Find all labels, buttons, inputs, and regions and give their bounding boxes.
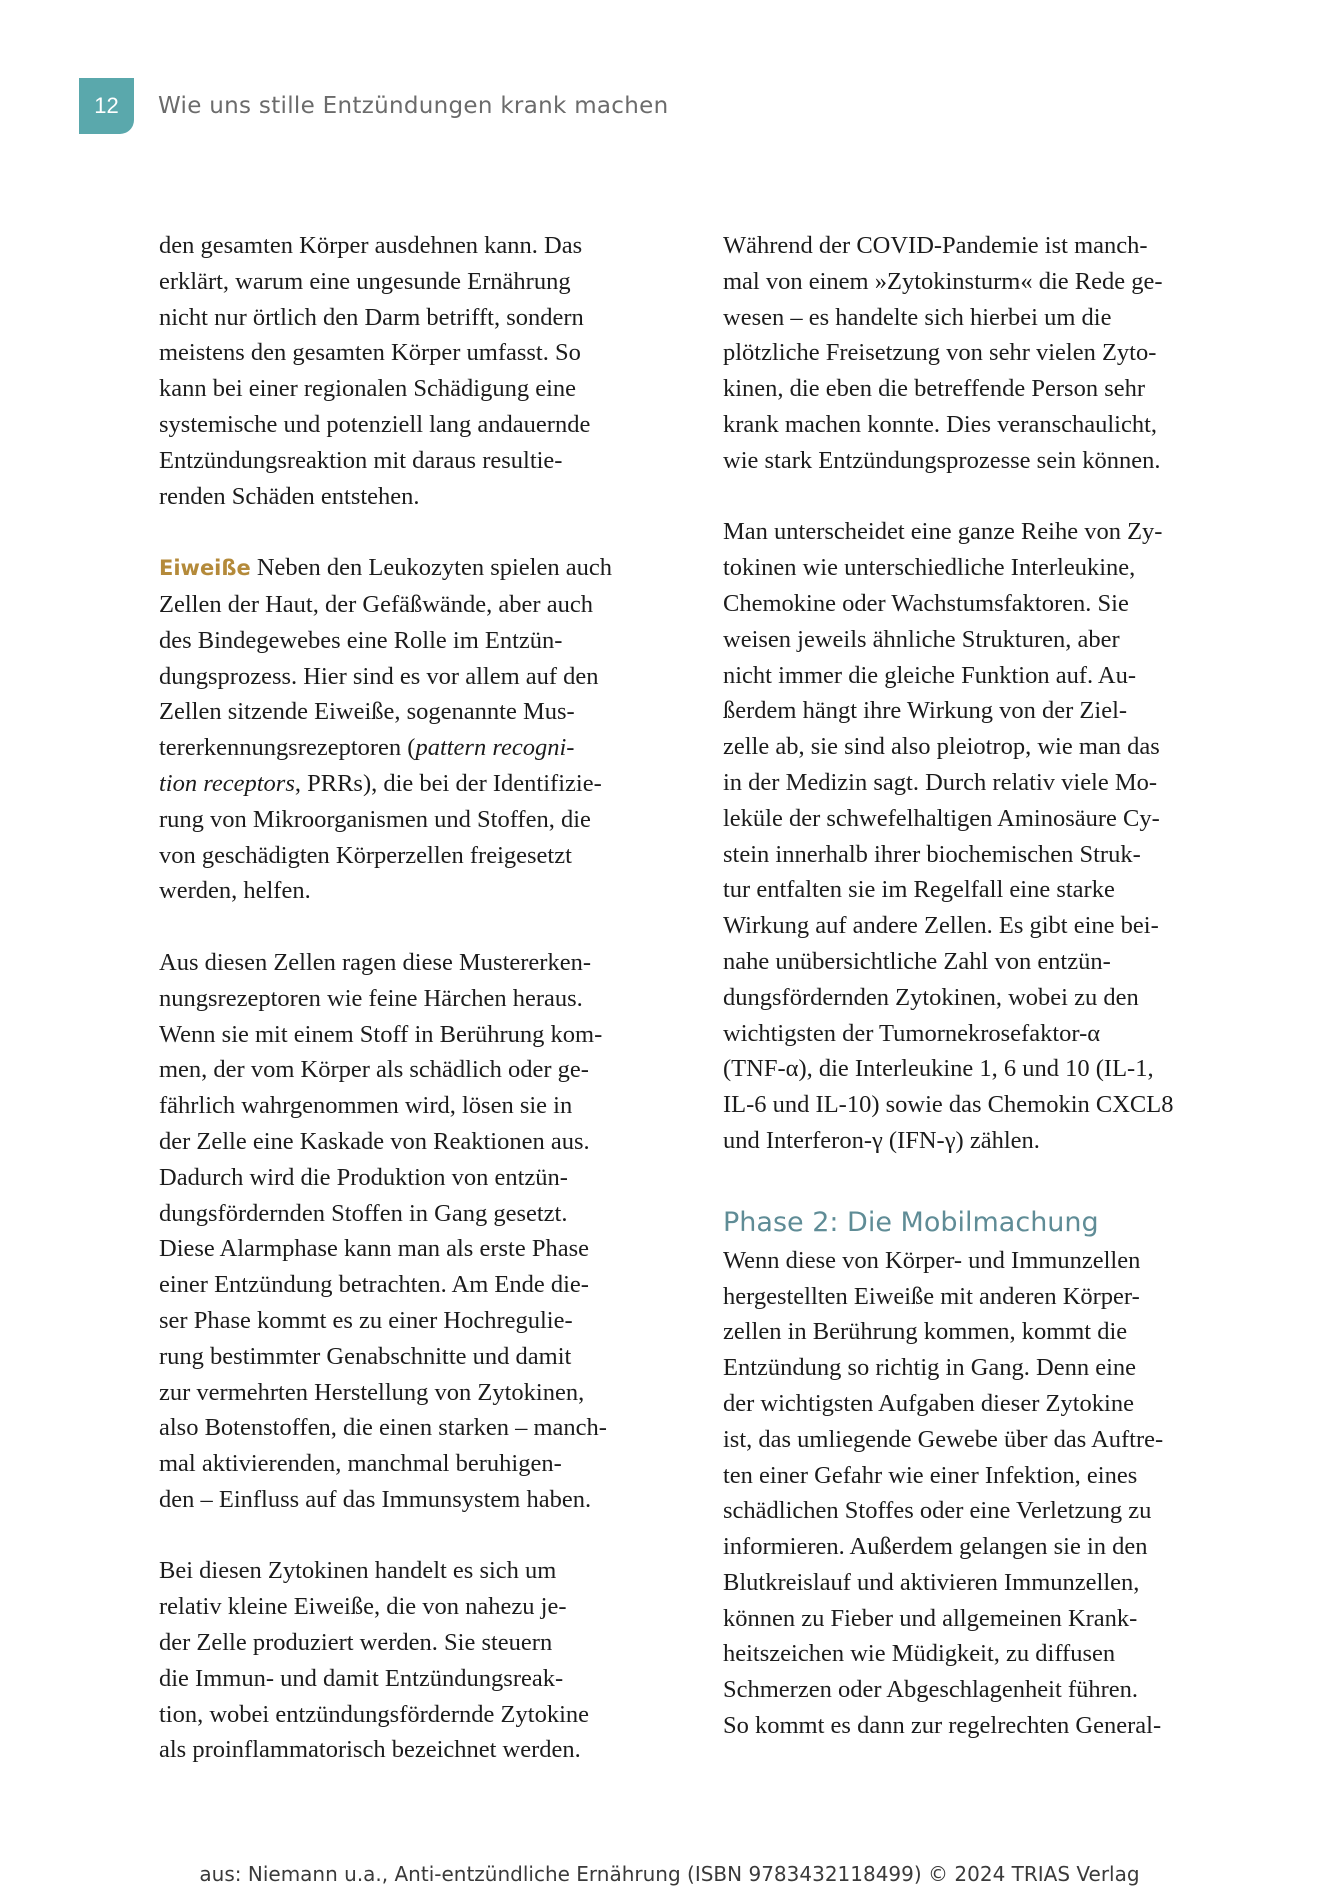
lead-word: Eiweiße: [159, 556, 251, 581]
paragraph: Man unterscheidet eine ganze Reihe von Zy- tokinen wie unterschiedliche Interleukine, Chemokine oder Wachstumsfaktoren. Sie weisen jeweils ähnliche Strukturen, aber nicht immer die gleiche Funktion auf. Au- ßerdem hängt ihre Wirkung von der Ziel- zelle ab, sie sind also pleiotrop, wie man das in der Medizin sagt. Durch relativ viele Mo- leküle der schwefelhaltigen Aminosäure Cy- stein innerhalb ihrer biochemischen Struk- tur entfalten sie im Regelfall eine starke Wirkung auf andere Zellen. Es gibt eine bei- nahe unübersichtliche Zahl von entzün- dungsfördernden Zytokinen, wobei zu den wichtigsten der Tumornekrosefaktor-α (TNF-α), die Interleukine 1, 6 und 10 (IL-1, IL-6 und IL-10) sowie das Chemokin CXCL8 und Interferon-γ (IFN-γ) zählen.: [723, 518, 1174, 1154]
paragraph: den gesamten Körper ausdehnen kann. Das erklärt, warum eine ungesunde Ernährung nicht nur örtlich den Darm betrifft, sondern meistens den gesamten Körper umfasst. So kann bei einer regionalen Schädigung eine systemische und potenziell lang andauernde Entzündungsreaktion mit daraus resultie- renden Schäden entstehen.: [159, 232, 591, 510]
left-column: [159, 228, 671, 1768]
italic-term: pattern recogni- tion receptors: [159, 734, 575, 797]
section-heading: Phase 2: Die Mobilmachung: [723, 1206, 1099, 1238]
paragraph: Bei diesen Zytokinen handelt es sich um relativ kleine Eiweiße, die von nahezu je- der Zelle produziert werden. Sie steuern die Immun- und damit Entzündungsreak- tion, wobei entzündungsfördernde Zytokine als proinflammatorisch bezeichnet werden.: [159, 1557, 590, 1764]
right-column: [723, 228, 1235, 1744]
paragraph: Während der COVID-Pandemie ist manch- mal von einem »Zytokinsturm« die Rede ge- wesen – es handelte sich hierbei um die plötzliche Freisetzung von sehr vielen Zyto- kinen, die eben die betreffende Person sehr krank machen konnte. Dies veranschaulicht, wie stark Entzündungsprozesse sein können.: [723, 232, 1163, 474]
paragraph: Wenn diese von Körper- und Immunzellen hergestellten Eiweiße mit anderen Körper- zellen in Berührung kommen, kommt die Entzündung so richtig in Gang. Denn eine der wichtigsten Aufgaben dieser Zytokine ist, das umliegende Gewebe über das Auftre- ten einer Gefahr wie einer Infektion, eines schädlichen Stoffes oder eine Verletzung zu informieren. Außerdem gelangen sie in den Blutkreislauf und aktivieren Immunzellen, können zu Fieber und allgemeinen Krank- heitszeichen wie Müdigkeit, zu diffusen Schmerzen oder Abgeschlagenheit führen. So kommt es dann zur regelrechten General-: [723, 1246, 1164, 1740]
page-header: [79, 78, 668, 134]
paragraph-text: Neben den Leukozyten spielen auch Zellen der Haut, der Gefäßwände, aber auch des Bindegewebes eine Rolle im Entzün- dungsprozess. Hier sind es vor allem auf den Zellen sitzende Eiweiße, sogenannte Mus- tererkennungsrezeptoren (: [159, 554, 612, 762]
paragraph-text: , PRRs), die bei der Identifizie- rung von Mikroorganismen und Stoffen, die von geschädigten Körperzellen freigesetzt werden, helfen.: [159, 769, 602, 905]
paragraph: Aus diesen Zellen ragen diese Mustererken- nungsrezeptoren wie feine Härchen heraus. Wenn sie mit einem Stoff in Berührung kom- men, der vom Körper als schädlich oder ge- fährlich wahrgenommen wird, lösen sie in der Zelle eine Kaskade von Reaktionen aus. Dadurch wird die Produktion von entzün- dungsfördernden Stoffen in Gang gesetzt. Diese Alarmphase kann man als erste Phase einer Entzündung betrachten. Am Ende die- ser Phase kommt es zu einer Hochregulie- rung bestimmter Genabschnitte und damit zur vermehrten Herstellung von Zytokinen, also Botenstoffen, die einen starken – manch- mal aktivierenden, manchmal beruhigen- den – Einfluss auf das Immunsystem haben.: [159, 948, 607, 1513]
running-title: Wie uns stille Entzündungen krank machen: [158, 93, 669, 119]
footer-citation: aus: Niemann u.a., Anti-entzündliche Ernährung (ISBN 9783432118499) © 2024 TRIAS Verlag: [199, 1862, 1140, 1886]
paragraph-eiweisse: [159, 550, 671, 909]
page-number-badge: 12: [79, 78, 134, 134]
